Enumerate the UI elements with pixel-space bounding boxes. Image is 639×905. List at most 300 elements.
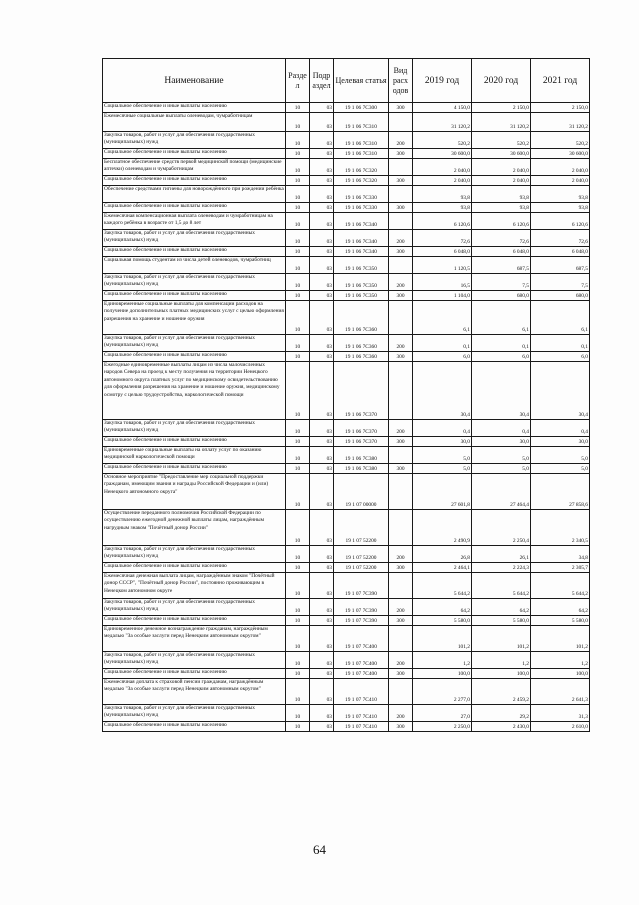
row-2020: 64,2: [472, 599, 531, 616]
row-celevaya: 19 1 06 7С370: [334, 362, 389, 420]
row-podrazdel: 03: [310, 213, 334, 230]
table-row: [103, 722, 590, 732]
row-celevaya: 19 1 07 7С390: [334, 573, 389, 599]
row-name: Социальное обеспечение и иные выплаты населению: [103, 616, 286, 626]
row-2019: 5 580,0: [413, 616, 472, 626]
row-razdel: 10: [286, 437, 310, 447]
row-2019: 4 150,0: [413, 103, 472, 113]
row-2020: 1,2: [472, 652, 531, 669]
row-name: Ежегодные единовременные выплаты лицам из числа малочисленных народов Севера на проезд к месту получения на территории Ненецкого автономного округа платных услуг по медицинскому освидетельствованию для оформления разрешения на хранение и ношение оружия, медицинскому осмотру с целью трудоустройства, наркологической помощи: [103, 362, 286, 420]
table-row: [103, 599, 590, 616]
table-row: [103, 103, 590, 113]
row-name: Обеспечение средствами гигиены для новорождённого при рождении ребёнка: [103, 186, 286, 203]
row-celevaya: 19 1 06 7С340: [334, 230, 389, 247]
row-2021: 5,0: [531, 447, 590, 464]
row-name: Социальное обеспечение и иные выплаты населению: [103, 669, 286, 679]
row-2019: 5,0: [413, 464, 472, 474]
row-2019: 2 040,0: [413, 159, 472, 176]
row-2020: 5 580,0: [472, 616, 531, 626]
header-2021: 2021 год: [531, 59, 590, 103]
row-2020: 29,2: [472, 705, 531, 722]
row-vid: 300: [389, 669, 413, 679]
row-name: Закупка товаров, работ и услуг для обеспечения государственных (муниципальных) нужд: [103, 230, 286, 247]
row-razdel: 10: [286, 176, 310, 186]
row-name: Закупка товаров, работ и услуг для обеспечения государственных (муниципальных) нужд: [103, 599, 286, 616]
row-razdel: 10: [286, 149, 310, 159]
row-celevaya: 19 1 06 7С360: [334, 301, 389, 335]
row-2020: 100,0: [472, 669, 531, 679]
row-podrazdel: 03: [310, 186, 334, 203]
row-name: Ежемесячная доплата к страховой пенсии гражданам, награждённым медалью "За особые заслуги перед Ненецким автономным округом": [103, 679, 286, 705]
header-vid: Вид расх одов: [389, 59, 413, 103]
row-vid: 300: [389, 616, 413, 626]
row-podrazdel: 03: [310, 230, 334, 247]
row-2021: 6 048,0: [531, 247, 590, 257]
table-row: [103, 563, 590, 573]
row-2020: 2 250,4: [472, 510, 531, 546]
row-podrazdel: 03: [310, 291, 334, 301]
row-razdel: 10: [286, 257, 310, 274]
row-celevaya: 19 1 06 7С380: [334, 447, 389, 464]
table-row: [103, 546, 590, 563]
row-celevaya: 19 1 06 7С310: [334, 132, 389, 149]
row-name: Социальное обеспечение и иные выплаты населению: [103, 203, 286, 213]
row-2020: 7,5: [472, 274, 531, 291]
table-row: [103, 176, 590, 186]
row-name: Социальное обеспечение и иные выплаты населению: [103, 563, 286, 573]
row-2019: 30 600,0: [413, 149, 472, 159]
row-podrazdel: 03: [310, 546, 334, 563]
table-row: [103, 510, 590, 546]
row-2020: 72,6: [472, 230, 531, 247]
row-podrazdel: 03: [310, 464, 334, 474]
row-2020: 2 430,0: [472, 722, 531, 732]
row-vid: 300: [389, 722, 413, 732]
row-name: Ежемесячная компенсационная выплата оленеводам и чумработницам на каждого ребёнка в возрасте от 1,5 до 8 лет: [103, 213, 286, 230]
row-name: Закупка товаров, работ и услуг для обеспечения государственных (муниципальных) нужд: [103, 420, 286, 437]
row-2021: 31,3: [531, 705, 590, 722]
row-2021: 100,0: [531, 669, 590, 679]
row-name: Закупка товаров, работ и услуг для обеспечения государственных (муниципальных) нужд: [103, 132, 286, 149]
row-2019: 6,0: [413, 352, 472, 362]
header-podrazdel: Подр аздел: [310, 59, 334, 103]
row-podrazdel: 03: [310, 447, 334, 464]
row-vid: 200: [389, 599, 413, 616]
row-2021: 2 641,3: [531, 679, 590, 705]
table-row: [103, 291, 590, 301]
row-podrazdel: 03: [310, 203, 334, 213]
row-2020: 0,4: [472, 420, 531, 437]
row-2021: 2 610,0: [531, 722, 590, 732]
row-2019: 2 277,0: [413, 679, 472, 705]
row-2021: 2 305,7: [531, 563, 590, 573]
row-celevaya: 19 1 07 7С410: [334, 722, 389, 732]
header-2019: 2019 год: [413, 59, 472, 103]
row-2021: 27 858,6: [531, 474, 590, 510]
row-2020: 6 048,0: [472, 247, 531, 257]
row-celevaya: 19 1 07 7С390: [334, 616, 389, 626]
row-celevaya: 19 1 06 7С370: [334, 437, 389, 447]
row-2020: 687,5: [472, 257, 531, 274]
row-razdel: 10: [286, 352, 310, 362]
row-2021: 93,8: [531, 203, 590, 213]
row-podrazdel: 03: [310, 335, 334, 352]
row-2021: 1,2: [531, 652, 590, 669]
header-name: Наименование: [103, 59, 286, 103]
table-row: [103, 669, 590, 679]
row-2020: 93,8: [472, 203, 531, 213]
row-2020: 2 459,2: [472, 679, 531, 705]
row-razdel: 10: [286, 291, 310, 301]
row-2020: 6,0: [472, 352, 531, 362]
table-row: [103, 573, 590, 599]
header-2020: 2020 год: [472, 59, 531, 103]
row-2019: 101,2: [413, 626, 472, 652]
row-celevaya: 19 1 07 00000: [334, 474, 389, 510]
table-row: [103, 203, 590, 213]
row-2020: 680,0: [472, 291, 531, 301]
row-vid: 300: [389, 352, 413, 362]
row-name: Единовременные социальные выплаты на оплату услуг по оказанию медицинской наркологической помощи: [103, 447, 286, 464]
row-name: Социальное обеспечение и иные выплаты населению: [103, 103, 286, 113]
row-2019: 16,5: [413, 274, 472, 291]
row-2019: 6,1: [413, 301, 472, 335]
row-razdel: 10: [286, 563, 310, 573]
row-2021: 93,8: [531, 186, 590, 203]
row-2020: 30,4: [472, 362, 531, 420]
row-razdel: 10: [286, 247, 310, 257]
row-razdel: 10: [286, 203, 310, 213]
row-2021: 5,0: [531, 464, 590, 474]
table-row: [103, 420, 590, 437]
row-2021: 2 340,5: [531, 510, 590, 546]
row-2019: 1 120,5: [413, 257, 472, 274]
row-podrazdel: 03: [310, 616, 334, 626]
row-2019: 1 104,0: [413, 291, 472, 301]
row-name: Социальное обеспечение и иные выплаты населению: [103, 352, 286, 362]
table-row: [103, 464, 590, 474]
row-2020: 6 120,6: [472, 213, 531, 230]
row-name: Социальное обеспечение и иные выплаты населению: [103, 722, 286, 732]
row-razdel: 10: [286, 113, 310, 132]
row-celevaya: 19 1 07 52200: [334, 563, 389, 573]
row-2021: 520,2: [531, 132, 590, 149]
row-razdel: 10: [286, 510, 310, 546]
header-razdel: Разде л: [286, 59, 310, 103]
row-podrazdel: 03: [310, 474, 334, 510]
row-2020: 6,1: [472, 301, 531, 335]
row-2020: 30 600,0: [472, 149, 531, 159]
row-podrazdel: 03: [310, 420, 334, 437]
row-vid: 300: [389, 464, 413, 474]
row-2019: 5 644,2: [413, 573, 472, 599]
row-2019: 93,8: [413, 203, 472, 213]
table-row: [103, 335, 590, 352]
row-podrazdel: 03: [310, 301, 334, 335]
row-celevaya: 19 1 06 7С320: [334, 176, 389, 186]
row-razdel: 10: [286, 546, 310, 563]
row-2020: 27 464,4: [472, 474, 531, 510]
table-row: [103, 132, 590, 149]
row-podrazdel: 03: [310, 437, 334, 447]
row-2021: 2 150,0: [531, 103, 590, 113]
row-podrazdel: 03: [310, 510, 334, 546]
row-razdel: 10: [286, 362, 310, 420]
budget-table: [102, 58, 590, 732]
row-podrazdel: 03: [310, 679, 334, 705]
row-2020: 520,2: [472, 132, 531, 149]
row-celevaya: 19 1 07 7С400: [334, 626, 389, 652]
row-2021: 6,0: [531, 352, 590, 362]
row-2020: 2 224,3: [472, 563, 531, 573]
row-2019: 93,8: [413, 186, 472, 203]
table-row: [103, 652, 590, 669]
row-vid: 200: [389, 652, 413, 669]
row-2020: 31 120,2: [472, 113, 531, 132]
row-celevaya: 19 1 06 7С310: [334, 113, 389, 132]
row-vid: [389, 257, 413, 274]
row-razdel: 10: [286, 420, 310, 437]
page-number: 64: [313, 842, 326, 857]
row-2021: 31 120,2: [531, 113, 590, 132]
row-2019: 0,4: [413, 420, 472, 437]
row-podrazdel: 03: [310, 247, 334, 257]
row-podrazdel: 03: [310, 113, 334, 132]
table-row: [103, 679, 590, 705]
row-name: Осуществление переданного полномочия Российской Федерации по осуществлению ежегодной денежной выплаты лицам, награждённым нагрудным знаком "Почётный донор России": [103, 510, 286, 546]
row-celevaya: 19 1 07 7С410: [334, 679, 389, 705]
table-row: [103, 447, 590, 464]
row-2020: 2 150,0: [472, 103, 531, 113]
row-razdel: 10: [286, 599, 310, 616]
row-2019: 30,0: [413, 437, 472, 447]
row-celevaya: 19 1 07 7С400: [334, 669, 389, 679]
row-2019: 520,2: [413, 132, 472, 149]
row-2020: 30,0: [472, 437, 531, 447]
table-row: [103, 437, 590, 447]
row-name: Социальное обеспечение и иные выплаты населению: [103, 464, 286, 474]
row-vid: [389, 626, 413, 652]
row-celevaya: 19 1 06 7С380: [334, 464, 389, 474]
row-vid: [389, 362, 413, 420]
row-vid: 300: [389, 176, 413, 186]
row-podrazdel: 03: [310, 626, 334, 652]
row-razdel: 10: [286, 616, 310, 626]
row-razdel: 10: [286, 230, 310, 247]
row-2021: 7,5: [531, 274, 590, 291]
row-2021: 72,6: [531, 230, 590, 247]
row-celevaya: 19 1 06 7С340: [334, 213, 389, 230]
row-razdel: 10: [286, 103, 310, 113]
row-celevaya: 19 1 06 7С330: [334, 203, 389, 213]
row-razdel: 10: [286, 652, 310, 669]
row-vid: 200: [389, 705, 413, 722]
table-row: [103, 113, 590, 132]
table-row: [103, 230, 590, 247]
row-podrazdel: 03: [310, 159, 334, 176]
table-body: [103, 103, 590, 732]
row-2021: 2 040,0: [531, 176, 590, 186]
row-celevaya: 19 1 06 7С350: [334, 291, 389, 301]
row-2021: 680,0: [531, 291, 590, 301]
row-2021: 0,1: [531, 335, 590, 352]
row-podrazdel: 03: [310, 257, 334, 274]
row-podrazdel: 03: [310, 176, 334, 186]
row-vid: [389, 186, 413, 203]
row-vid: [389, 510, 413, 546]
row-celevaya: 19 1 07 52200: [334, 546, 389, 563]
row-name: Социальное обеспечение и иные выплаты населению: [103, 176, 286, 186]
row-2021: 30,4: [531, 362, 590, 420]
row-2021: 5 580,0: [531, 616, 590, 626]
row-2020: 93,8: [472, 186, 531, 203]
row-celevaya: 19 1 06 7С300: [334, 103, 389, 113]
row-celevaya: 19 1 06 7С350: [334, 274, 389, 291]
row-razdel: 10: [286, 274, 310, 291]
row-razdel: 10: [286, 626, 310, 652]
row-2021: 2 040,0: [531, 159, 590, 176]
row-vid: [389, 573, 413, 599]
table-row: [103, 257, 590, 274]
table-row: [103, 626, 590, 652]
row-podrazdel: 03: [310, 103, 334, 113]
row-2019: 30,4: [413, 362, 472, 420]
row-vid: [389, 159, 413, 176]
row-razdel: 10: [286, 722, 310, 732]
row-name: Ежемесячная денежная выплата лицам, награждённым знаком "Почётный донор СССР", "Почётный донор России", постоянно проживающим в Ненецком автономном округе: [103, 573, 286, 599]
row-2019: 27,0: [413, 705, 472, 722]
row-name: Ежемесячные социальные выплаты оленеводам, чумработницам: [103, 113, 286, 132]
row-vid: 200: [389, 335, 413, 352]
row-razdel: 10: [286, 573, 310, 599]
row-razdel: 10: [286, 186, 310, 203]
row-2019: 2 490,9: [413, 510, 472, 546]
row-vid: [389, 447, 413, 464]
row-podrazdel: 03: [310, 149, 334, 159]
row-celevaya: 19 1 06 7С360: [334, 352, 389, 362]
row-vid: 300: [389, 247, 413, 257]
table-row: [103, 301, 590, 335]
row-vid: [389, 474, 413, 510]
row-vid: 300: [389, 563, 413, 573]
row-celevaya: 19 1 07 7С400: [334, 652, 389, 669]
row-vid: 300: [389, 103, 413, 113]
table-header-row: [103, 59, 590, 103]
table-row: [103, 213, 590, 230]
row-2021: 30,0: [531, 437, 590, 447]
row-name: Закупка товаров, работ и услуг для обеспечения государственных (муниципальных) нужд: [103, 546, 286, 563]
row-2021: 5 644,2: [531, 573, 590, 599]
table-row: [103, 274, 590, 291]
row-razdel: 10: [286, 669, 310, 679]
row-name: Основное мероприятие "Предоставление мер социальной поддержки гражданам, имеющим звания и награды Российской Федерации и (или) Ненецкого автономного округа": [103, 474, 286, 510]
row-2021: 101,2: [531, 626, 590, 652]
row-2021: 687,5: [531, 257, 590, 274]
row-2021: 6 120,6: [531, 213, 590, 230]
row-2021: 0,4: [531, 420, 590, 437]
row-razdel: 10: [286, 335, 310, 352]
row-celevaya: 19 1 06 7С350: [334, 257, 389, 274]
row-celevaya: 19 1 07 52200: [334, 510, 389, 546]
row-vid: 200: [389, 546, 413, 563]
table-row: [103, 352, 590, 362]
row-name: Бесплатное обеспечение средств первой медицинской помощи (медицинские аптечки) оленеводам и чумработницам: [103, 159, 286, 176]
row-name: Социальная помощь студентам из числа детей оленеводов, чумработниц: [103, 257, 286, 274]
row-name: Социальное обеспечение и иные выплаты населению: [103, 437, 286, 447]
row-podrazdel: 03: [310, 573, 334, 599]
row-2019: 5,0: [413, 447, 472, 464]
row-podrazdel: 03: [310, 652, 334, 669]
row-2020: 5 644,2: [472, 573, 531, 599]
row-razdel: 10: [286, 474, 310, 510]
row-name: Социальное обеспечение и иные выплаты населению: [103, 149, 286, 159]
header-celevaya: Целевая статья: [334, 59, 389, 103]
row-celevaya: 19 1 06 7С330: [334, 186, 389, 203]
table-row: [103, 616, 590, 626]
row-2020: 26,1: [472, 546, 531, 563]
row-razdel: 10: [286, 213, 310, 230]
row-razdel: 10: [286, 705, 310, 722]
row-podrazdel: 03: [310, 132, 334, 149]
row-2020: 101,2: [472, 626, 531, 652]
row-2019: 1,2: [413, 652, 472, 669]
row-vid: [389, 679, 413, 705]
row-podrazdel: 03: [310, 274, 334, 291]
row-name: Закупка товаров, работ и услуг для обеспечения государственных (муниципальных) нужд: [103, 274, 286, 291]
row-vid: 300: [389, 149, 413, 159]
row-2019: 72,6: [413, 230, 472, 247]
row-razdel: 10: [286, 132, 310, 149]
row-celevaya: 19 1 07 7С390: [334, 599, 389, 616]
row-name: Социальное обеспечение и иные выплаты населению: [103, 291, 286, 301]
row-celevaya: 19 1 07 7С410: [334, 705, 389, 722]
row-2021: 6,1: [531, 301, 590, 335]
row-vid: [389, 301, 413, 335]
row-razdel: 10: [286, 447, 310, 464]
row-2021: 64,2: [531, 599, 590, 616]
row-vid: 200: [389, 132, 413, 149]
row-podrazdel: 03: [310, 669, 334, 679]
row-2020: 0,1: [472, 335, 531, 352]
row-2019: 6 048,0: [413, 247, 472, 257]
row-podrazdel: 03: [310, 705, 334, 722]
row-name: Закупка товаров, работ и услуг для обеспечения государственных (муниципальных) нужд: [103, 652, 286, 669]
row-razdel: 10: [286, 159, 310, 176]
table-row: [103, 362, 590, 420]
table-row: [103, 186, 590, 203]
row-2019: 27 601,8: [413, 474, 472, 510]
row-podrazdel: 03: [310, 563, 334, 573]
row-2019: 31 120,2: [413, 113, 472, 132]
row-celevaya: 19 1 06 7С340: [334, 247, 389, 257]
table-row: [103, 149, 590, 159]
table-row: [103, 247, 590, 257]
row-2021: 30 600,0: [531, 149, 590, 159]
row-podrazdel: 03: [310, 352, 334, 362]
row-2020: 2 040,0: [472, 159, 531, 176]
row-name: Единовременное денежное вознаграждение гражданам, награждённым медалью "За особые заслуги перед Ненецким автономным округом": [103, 626, 286, 652]
table-row: [103, 159, 590, 176]
row-podrazdel: 03: [310, 599, 334, 616]
row-vid: 300: [389, 291, 413, 301]
row-celevaya: 19 1 06 7С370: [334, 420, 389, 437]
row-2019: 2 250,0: [413, 722, 472, 732]
row-vid: 300: [389, 203, 413, 213]
row-podrazdel: 03: [310, 362, 334, 420]
row-2020: 5,0: [472, 464, 531, 474]
row-2020: 2 040,0: [472, 176, 531, 186]
row-vid: [389, 113, 413, 132]
